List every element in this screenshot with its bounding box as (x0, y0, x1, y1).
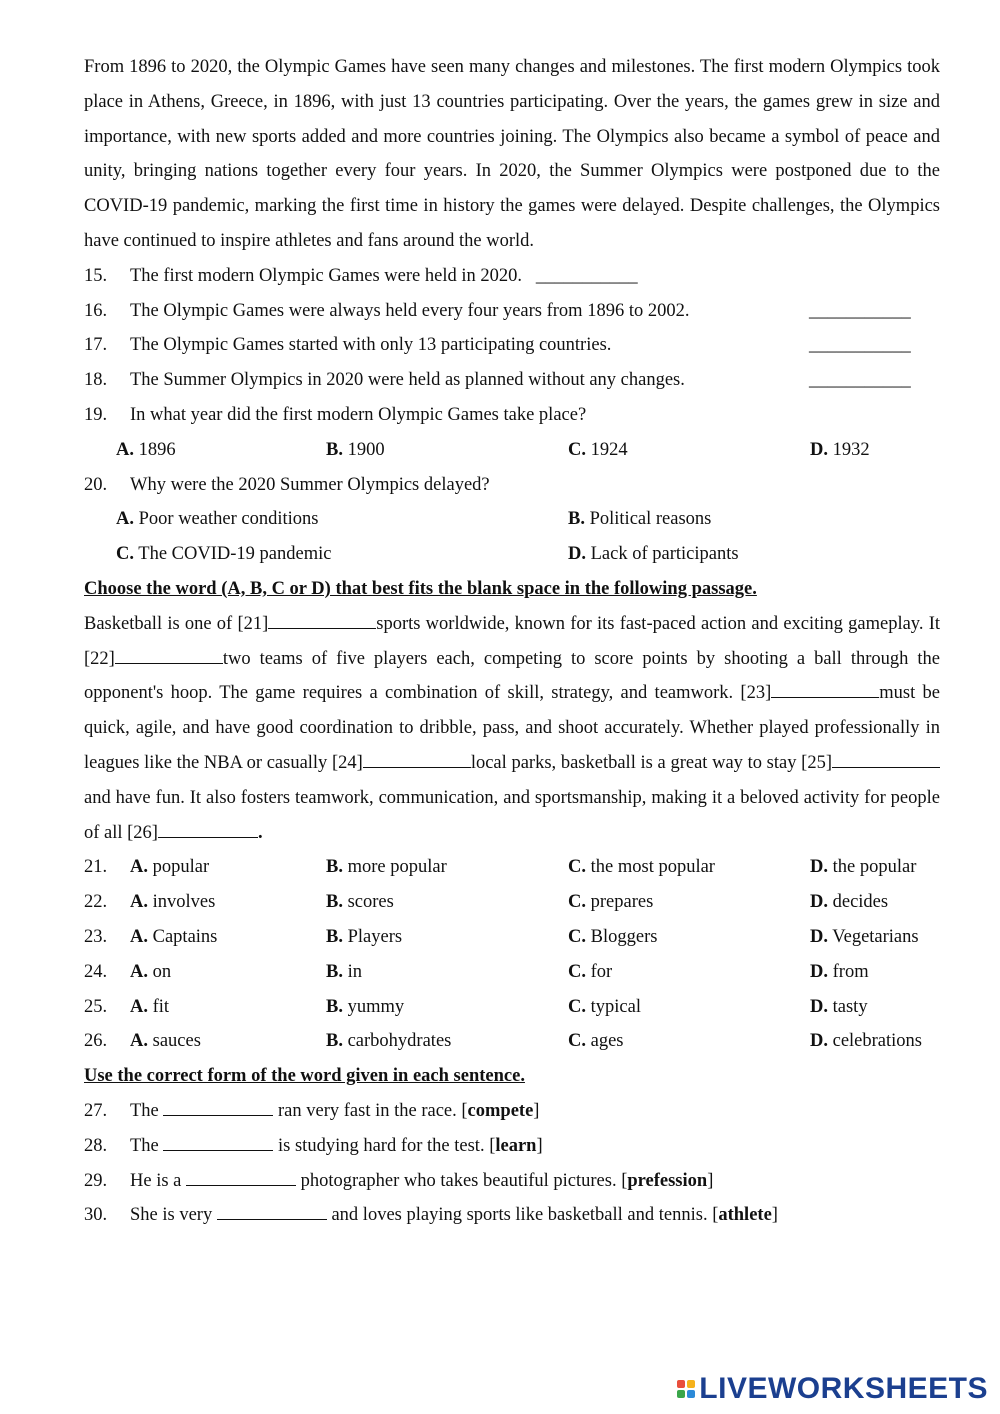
true-false-list (84, 259, 940, 398)
question-text: In what year did the first modern Olympic Games take place? (130, 404, 587, 425)
blank-22[interactable] (115, 662, 223, 664)
blank-23[interactable] (771, 696, 879, 698)
option-c[interactable]: C. Bloggers (568, 926, 658, 947)
question-30: 30. She is very and loves playing sports like basketball and tennis. [athlete] (84, 1205, 778, 1226)
option-d[interactable]: D. 1932 (810, 439, 870, 460)
root-word: athlete (718, 1205, 772, 1226)
option-a[interactable]: A. involves (130, 892, 216, 913)
cloze-section-heading: Choose the word (A, B, C or D) that best fits the blank space in the following passage. (84, 578, 757, 599)
option-b[interactable]: B. scores (326, 892, 394, 913)
logo-icon (677, 1380, 695, 1398)
option-a[interactable]: A. popular (130, 857, 210, 878)
question-number: 19. (84, 404, 108, 425)
question-number: 18. (84, 370, 108, 391)
worksheet-page (84, 50, 940, 1233)
question-28: 28. The is studying hard for the test. [learn] (84, 1135, 543, 1156)
option-c[interactable]: C. for (568, 961, 613, 982)
question-26: 26. A. sauces B. carbohydrates C. ages D. celebrations (84, 1024, 940, 1059)
blank-21[interactable] (268, 627, 376, 629)
answer-blank[interactable] (217, 1218, 327, 1220)
option-d[interactable]: D. celebrations (810, 1031, 922, 1052)
option-d[interactable]: D. decides (810, 892, 889, 913)
option-c[interactable]: C. ages (568, 1031, 624, 1052)
option-d[interactable]: D. the popular (810, 857, 917, 878)
option-b[interactable]: B. 1900 (326, 439, 385, 460)
question-number: 15. (84, 265, 108, 286)
question-20-options-row2 (84, 537, 940, 572)
option-c[interactable]: C. typical (568, 996, 641, 1017)
option-c[interactable]: C. the most popular (568, 857, 715, 878)
question-27: 27. The ran very fast in the race. [compete] (84, 1100, 540, 1121)
answer-blank[interactable]: ___________ (535, 265, 638, 286)
option-d[interactable]: D. Vegetarians (810, 926, 919, 947)
question-number: 20. (84, 474, 108, 495)
question-text: Why were the 2020 Summer Olympics delayed? (130, 474, 490, 495)
liveworksheets-logo[interactable] (677, 1372, 988, 1406)
question-25: 25. A. fit B. yummy C. typical D. tasty (84, 990, 940, 1025)
option-b[interactable]: B. carbohydrates (326, 1031, 452, 1052)
question-18 (84, 363, 940, 398)
answer-blank[interactable] (163, 1149, 273, 1151)
logo-text: LIVEWORKSHEETS (699, 1372, 988, 1405)
answer-blank[interactable]: ___________ (809, 300, 911, 321)
olympics-passage: From 1896 to 2020, the Olympic Games have seen many changes and milestones. The first modern Olympics took place in Athens, Greece, in 1896, with just 13 countries participating. Over the years, the games grew in size and importance, with new sports added and more countries joining. The Olympics also became a symbol of peace and unity, bringing nations together every four years. In 2020, the Summer Olympics were postponed due to the COVID-19 pandemic, marking the first time in history the games were delayed. Despite challenges, the Olympics have continued to inspire athletes and fans around the world. (84, 57, 940, 251)
question-text: The Olympic Games were always held every four years from 1896 to 2002. (130, 300, 690, 321)
question-22: 22. A. involves B. scores C. prepares D. decides (84, 885, 940, 920)
question-20-options-row1 (84, 502, 940, 537)
cloze-options-list (84, 850, 940, 1059)
option-a[interactable]: A. Poor weather conditions (116, 509, 319, 530)
question-16 (84, 294, 940, 329)
option-a[interactable]: A. 1896 (116, 439, 176, 460)
question-29: 29. He is a photographer who takes beautiful pictures. [prefession] (84, 1170, 714, 1191)
option-b[interactable]: B. Political reasons (568, 509, 712, 530)
option-b[interactable]: B. more popular (326, 857, 447, 878)
basketball-passage: Basketball is one of [21] sports worldwide, known for its fast-paced action and exciting gameplay. It [22] two teams of five players each, competing to score points by shooting a ball through the opponent's hoop. The game requires a combination of skill, strategy, and teamwork. [23] must be quick, agile, and have good coordination to dribble, pass, and shoot accurately. Whether played professionally in leagues like the NBA or casually [24] local parks, basketball is a great way to stay [25]and have fun. It also fosters teamwork, communication, and sportsmanship, making it a beloved activity for people of all [26] . (84, 613, 940, 843)
question-17 (84, 328, 940, 363)
question-24: 24. A. on B. in C. for D. from (84, 955, 940, 990)
option-b[interactable]: B. yummy (326, 996, 405, 1017)
option-c[interactable]: C. 1924 (568, 439, 628, 460)
blank-26[interactable] (158, 836, 258, 838)
question-19-options (84, 433, 940, 468)
option-d[interactable]: D. from (810, 961, 869, 982)
question-number: 16. (84, 300, 108, 321)
question-19 (84, 398, 940, 433)
answer-blank[interactable] (186, 1184, 296, 1186)
word-form-section-heading: Use the correct form of the word given in each sentence. (84, 1066, 525, 1087)
option-c[interactable]: C. prepares (568, 892, 654, 913)
option-a[interactable]: A. fit (130, 996, 170, 1017)
option-c[interactable]: C. The COVID-19 pandemic (116, 544, 332, 565)
question-text: The Summer Olympics in 2020 were held as planned without any changes. (130, 370, 685, 391)
question-text: The Olympic Games started with only 13 participating countries. (130, 335, 612, 356)
option-b[interactable]: B. in (326, 961, 362, 982)
option-a[interactable]: A. on (130, 961, 172, 982)
root-word: learn (495, 1135, 537, 1156)
question-number: 17. (84, 335, 108, 356)
question-21: 21. A. popular B. more popular C. the most popular D. the popular (84, 850, 940, 885)
root-word: compete (467, 1100, 534, 1121)
option-d[interactable]: D. Lack of participants (568, 544, 739, 565)
option-a[interactable]: A. sauces (130, 1031, 201, 1052)
blank-25[interactable] (832, 766, 940, 768)
question-20 (84, 468, 940, 503)
blank-24[interactable] (363, 766, 471, 768)
answer-blank[interactable]: ___________ (809, 370, 911, 391)
question-23: 23. A. Captains B. Players C. Bloggers D. Vegetarians (84, 920, 940, 955)
answer-blank[interactable]: ___________ (809, 335, 911, 356)
answer-blank[interactable] (163, 1114, 273, 1116)
option-b[interactable]: B. Players (326, 926, 403, 947)
word-form-list (84, 1094, 940, 1233)
root-word: prefession (627, 1170, 708, 1191)
question-text: The first modern Olympic Games were held in 2020. (130, 265, 522, 286)
option-d[interactable]: D. tasty (810, 996, 868, 1017)
option-a[interactable]: A. Captains (130, 926, 218, 947)
question-15 (84, 259, 940, 294)
